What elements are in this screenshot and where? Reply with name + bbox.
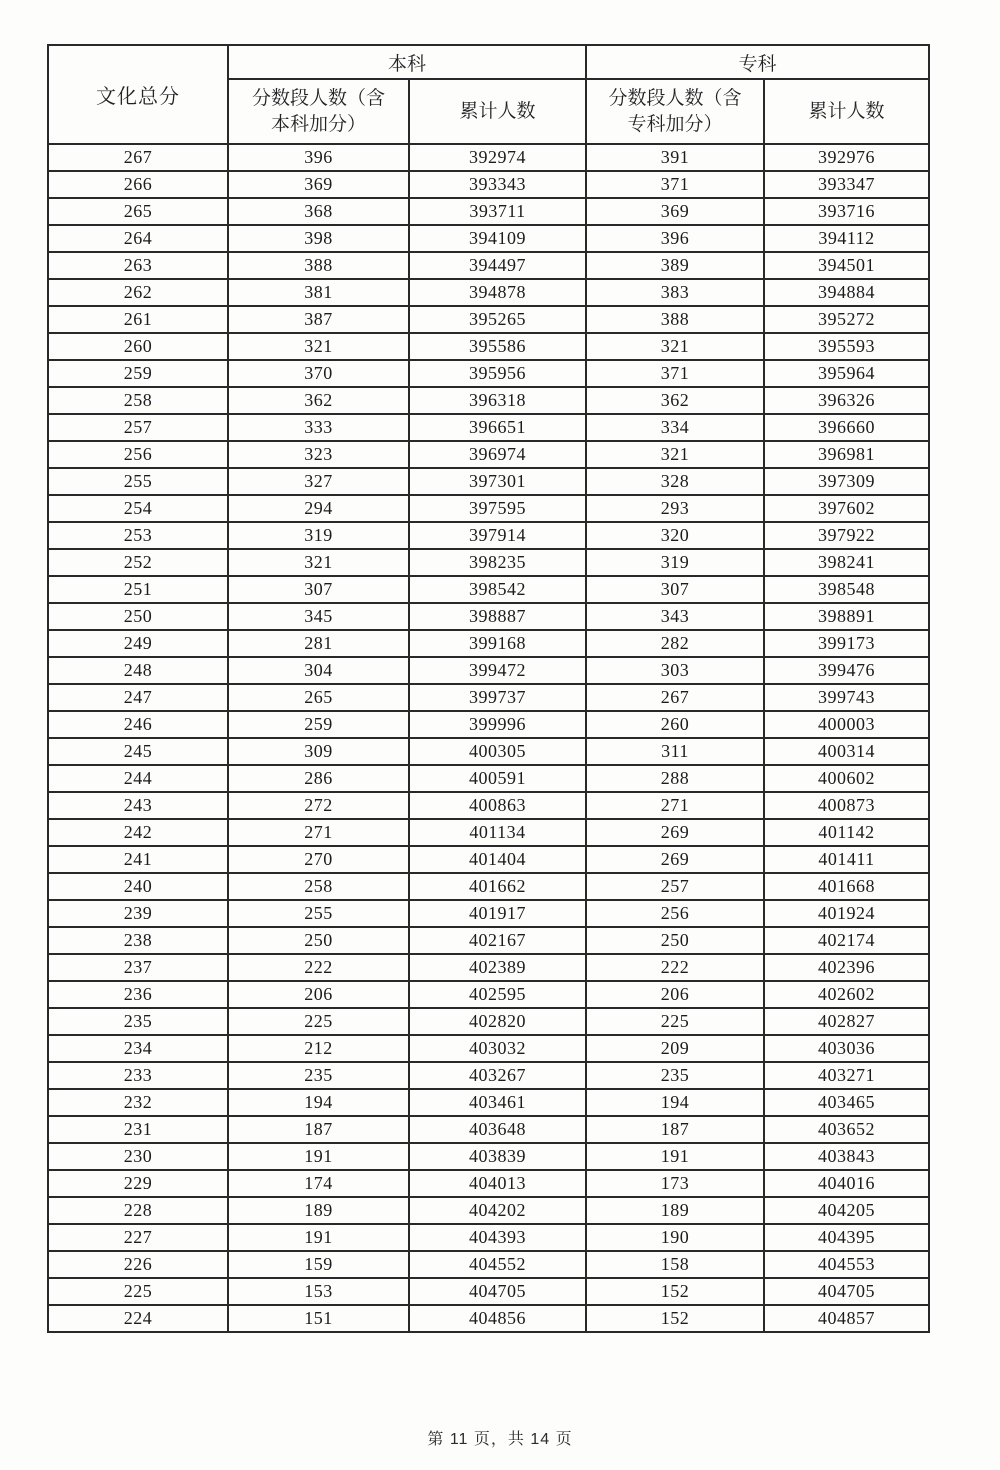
zhuanke-cumulative-cell: 400873 [764, 792, 929, 819]
zhuanke-segment-cell: 152 [586, 1305, 764, 1332]
zhuanke-segment-cell: 311 [586, 738, 764, 765]
total-score-cell: 263 [48, 252, 228, 279]
total-score-cell: 224 [48, 1305, 228, 1332]
zhuanke-cumulative-cell: 399743 [764, 684, 929, 711]
benke-cumulative-cell: 401134 [409, 819, 586, 846]
zhuanke-segment-cell: 194 [586, 1089, 764, 1116]
benke-segment-cell: 194 [228, 1089, 409, 1116]
total-score-cell: 230 [48, 1143, 228, 1170]
total-score-cell: 229 [48, 1170, 228, 1197]
zhuanke-cumulative-cell: 401142 [764, 819, 929, 846]
benke-cumulative-cell: 395586 [409, 333, 586, 360]
benke-segment-cell: 307 [228, 576, 409, 603]
zhuanke-cumulative-cell: 397922 [764, 522, 929, 549]
table-row [48, 657, 929, 684]
table-row [48, 1278, 929, 1305]
benke-cumulative-cell: 404705 [409, 1278, 586, 1305]
benke-cumulative-cell: 403839 [409, 1143, 586, 1170]
total-score-cell: 266 [48, 171, 228, 198]
column-header-benke-cumulative: 累计人数 [409, 79, 586, 144]
table-row [48, 846, 929, 873]
zhuanke-cumulative-cell: 404553 [764, 1251, 929, 1278]
zhuanke-segment-cell: 371 [586, 171, 764, 198]
zhuanke-segment-cell: 371 [586, 360, 764, 387]
score-table-body [48, 144, 929, 1332]
column-header-total-score: 文化总分 [48, 45, 228, 144]
benke-cumulative-cell: 396318 [409, 387, 586, 414]
benke-segment-cell: 191 [228, 1143, 409, 1170]
benke-cumulative-cell: 404552 [409, 1251, 586, 1278]
group-header-zhuanke: 专科 [586, 45, 929, 79]
zhuanke-cumulative-cell: 402602 [764, 981, 929, 1008]
table-row [48, 468, 929, 495]
total-score-cell: 249 [48, 630, 228, 657]
zhuanke-cumulative-cell: 398548 [764, 576, 929, 603]
zhuanke-segment-cell: 321 [586, 333, 764, 360]
total-score-cell: 251 [48, 576, 228, 603]
total-score-cell: 241 [48, 846, 228, 873]
total-score-cell: 233 [48, 1062, 228, 1089]
zhuanke-cumulative-cell: 404395 [764, 1224, 929, 1251]
total-score-cell: 261 [48, 306, 228, 333]
benke-segment-cell: 369 [228, 171, 409, 198]
table-row [48, 927, 929, 954]
benke-segment-header-line1: 分数段人数（含 [251, 87, 385, 109]
benke-cumulative-cell: 404202 [409, 1197, 586, 1224]
benke-cumulative-cell: 403267 [409, 1062, 586, 1089]
zhuanke-segment-cell: 187 [586, 1116, 764, 1143]
table-row [48, 252, 929, 279]
zhuanke-segment-cell: 260 [586, 711, 764, 738]
total-score-cell: 245 [48, 738, 228, 765]
benke-segment-cell: 265 [228, 684, 409, 711]
zhuanke-segment-cell: 391 [586, 144, 764, 171]
zhuanke-cumulative-cell: 401411 [764, 846, 929, 873]
total-score-cell: 264 [48, 225, 228, 252]
benke-segment-cell: 319 [228, 522, 409, 549]
zhuanke-segment-cell: 343 [586, 603, 764, 630]
zhuanke-cumulative-cell: 396660 [764, 414, 929, 441]
zhuanke-cumulative-cell: 399173 [764, 630, 929, 657]
zhuanke-cumulative-cell: 402396 [764, 954, 929, 981]
zhuanke-cumulative-cell: 396326 [764, 387, 929, 414]
benke-cumulative-cell: 400863 [409, 792, 586, 819]
table-row [48, 1062, 929, 1089]
total-score-cell: 265 [48, 198, 228, 225]
total-score-cell: 239 [48, 900, 228, 927]
table-row [48, 495, 929, 522]
benke-cumulative-cell: 397595 [409, 495, 586, 522]
benke-cumulative-cell: 399737 [409, 684, 586, 711]
benke-segment-cell: 294 [228, 495, 409, 522]
benke-segment-cell: 187 [228, 1116, 409, 1143]
total-score-cell: 262 [48, 279, 228, 306]
total-score-cell: 250 [48, 603, 228, 630]
table-row [48, 792, 929, 819]
zhuanke-segment-cell: 173 [586, 1170, 764, 1197]
table-row [48, 1251, 929, 1278]
total-score-cell: 237 [48, 954, 228, 981]
benke-cumulative-cell: 401662 [409, 873, 586, 900]
table-row [48, 387, 929, 414]
benke-cumulative-cell: 403461 [409, 1089, 586, 1116]
zhuanke-cumulative-cell: 397602 [764, 495, 929, 522]
zhuanke-cumulative-cell: 396981 [764, 441, 929, 468]
zhuanke-segment-cell: 389 [586, 252, 764, 279]
zhuanke-cumulative-cell: 403036 [764, 1035, 929, 1062]
table-row [48, 603, 929, 630]
total-score-cell: 243 [48, 792, 228, 819]
benke-cumulative-cell: 402389 [409, 954, 586, 981]
benke-cumulative-cell: 399168 [409, 630, 586, 657]
group-header-benke: 本科 [228, 45, 586, 79]
benke-cumulative-cell: 394109 [409, 225, 586, 252]
benke-cumulative-cell: 392974 [409, 144, 586, 171]
benke-segment-cell: 345 [228, 603, 409, 630]
zhuanke-segment-cell: 206 [586, 981, 764, 1008]
benke-segment-cell: 362 [228, 387, 409, 414]
zhuanke-cumulative-cell: 403271 [764, 1062, 929, 1089]
benke-cumulative-cell: 396651 [409, 414, 586, 441]
zhuanke-segment-cell: 271 [586, 792, 764, 819]
zhuanke-segment-cell: 225 [586, 1008, 764, 1035]
total-score-cell: 226 [48, 1251, 228, 1278]
zhuanke-cumulative-cell: 402174 [764, 927, 929, 954]
zhuanke-segment-cell: 369 [586, 198, 764, 225]
zhuanke-cumulative-cell: 397309 [764, 468, 929, 495]
benke-cumulative-cell: 404856 [409, 1305, 586, 1332]
benke-segment-cell: 387 [228, 306, 409, 333]
total-score-cell: 234 [48, 1035, 228, 1062]
benke-segment-cell: 327 [228, 468, 409, 495]
benke-segment-cell: 212 [228, 1035, 409, 1062]
benke-segment-cell: 281 [228, 630, 409, 657]
total-score-cell: 256 [48, 441, 228, 468]
zhuanke-segment-cell: 383 [586, 279, 764, 306]
benke-segment-cell: 323 [228, 441, 409, 468]
zhuanke-segment-cell: 269 [586, 846, 764, 873]
zhuanke-segment-cell: 190 [586, 1224, 764, 1251]
benke-cumulative-cell: 393343 [409, 171, 586, 198]
zhuanke-segment-cell: 334 [586, 414, 764, 441]
zhuanke-cumulative-cell: 403465 [764, 1089, 929, 1116]
benke-segment-cell: 272 [228, 792, 409, 819]
benke-cumulative-cell: 399472 [409, 657, 586, 684]
zhuanke-segment-cell: 256 [586, 900, 764, 927]
page-number-footer: 第 11 页，共 14 页 [427, 1431, 573, 1448]
total-score-cell: 228 [48, 1197, 228, 1224]
benke-cumulative-cell: 404393 [409, 1224, 586, 1251]
total-score-cell: 236 [48, 981, 228, 1008]
benke-cumulative-cell: 398887 [409, 603, 586, 630]
zhuanke-cumulative-cell: 404205 [764, 1197, 929, 1224]
zhuanke-segment-cell: 152 [586, 1278, 764, 1305]
table-row [48, 522, 929, 549]
zhuanke-segment-cell: 235 [586, 1062, 764, 1089]
zhuanke-segment-cell: 321 [586, 441, 764, 468]
benke-cumulative-cell: 403648 [409, 1116, 586, 1143]
benke-segment-cell: 396 [228, 144, 409, 171]
zhuanke-cumulative-cell: 394501 [764, 252, 929, 279]
benke-segment-cell: 398 [228, 225, 409, 252]
table-row [48, 981, 929, 1008]
benke-segment-cell: 225 [228, 1008, 409, 1035]
benke-segment-cell: 235 [228, 1062, 409, 1089]
benke-cumulative-cell: 395956 [409, 360, 586, 387]
zhuanke-cumulative-cell: 400003 [764, 711, 929, 738]
benke-cumulative-cell: 394497 [409, 252, 586, 279]
total-score-cell: 258 [48, 387, 228, 414]
column-header-zhuanke-segment [586, 79, 764, 144]
benke-cumulative-cell: 401917 [409, 900, 586, 927]
benke-segment-cell: 191 [228, 1224, 409, 1251]
table-row [48, 360, 929, 387]
total-score-cell: 242 [48, 819, 228, 846]
table-row [48, 306, 929, 333]
zhuanke-segment-cell: 396 [586, 225, 764, 252]
total-score-cell: 259 [48, 360, 228, 387]
benke-segment-cell: 370 [228, 360, 409, 387]
total-score-cell: 247 [48, 684, 228, 711]
benke-segment-cell: 368 [228, 198, 409, 225]
zhuanke-cumulative-cell: 404016 [764, 1170, 929, 1197]
benke-segment-cell: 222 [228, 954, 409, 981]
table-row [48, 765, 929, 792]
total-score-cell: 227 [48, 1224, 228, 1251]
benke-segment-cell: 153 [228, 1278, 409, 1305]
benke-segment-cell: 259 [228, 711, 409, 738]
benke-segment-cell: 255 [228, 900, 409, 927]
zhuanke-cumulative-cell: 395272 [764, 306, 929, 333]
table-row [48, 225, 929, 252]
benke-cumulative-cell: 403032 [409, 1035, 586, 1062]
table-row [48, 279, 929, 306]
table-row [48, 1008, 929, 1035]
zhuanke-cumulative-cell: 400602 [764, 765, 929, 792]
benke-segment-cell: 189 [228, 1197, 409, 1224]
benke-cumulative-cell: 397301 [409, 468, 586, 495]
zhuanke-segment-cell: 222 [586, 954, 764, 981]
zhuanke-cumulative-cell: 394884 [764, 279, 929, 306]
benke-segment-cell: 206 [228, 981, 409, 1008]
benke-segment-cell: 309 [228, 738, 409, 765]
benke-cumulative-cell: 400305 [409, 738, 586, 765]
zhuanke-cumulative-cell: 398891 [764, 603, 929, 630]
total-score-cell: 248 [48, 657, 228, 684]
zhuanke-segment-header-line2: 专科加分） [627, 113, 723, 135]
zhuanke-segment-cell: 303 [586, 657, 764, 684]
total-score-cell: 260 [48, 333, 228, 360]
zhuanke-cumulative-cell: 404857 [764, 1305, 929, 1332]
zhuanke-segment-cell: 250 [586, 927, 764, 954]
table-row [48, 1089, 929, 1116]
table-row [48, 1170, 929, 1197]
zhuanke-segment-cell: 293 [586, 495, 764, 522]
benke-cumulative-cell: 401404 [409, 846, 586, 873]
benke-segment-cell: 381 [228, 279, 409, 306]
benke-segment-cell: 304 [228, 657, 409, 684]
zhuanke-segment-cell: 189 [586, 1197, 764, 1224]
benke-segment-cell: 270 [228, 846, 409, 873]
total-score-cell: 244 [48, 765, 228, 792]
benke-segment-cell: 333 [228, 414, 409, 441]
zhuanke-segment-header-line1: 分数段人数（含 [608, 87, 742, 109]
zhuanke-segment-cell: 362 [586, 387, 764, 414]
table-row [48, 171, 929, 198]
zhuanke-cumulative-cell: 402827 [764, 1008, 929, 1035]
zhuanke-cumulative-cell: 398241 [764, 549, 929, 576]
zhuanke-segment-cell: 282 [586, 630, 764, 657]
zhuanke-cumulative-cell: 400314 [764, 738, 929, 765]
table-header [48, 45, 929, 144]
table-row [48, 873, 929, 900]
benke-cumulative-cell: 402167 [409, 927, 586, 954]
table-row [48, 198, 929, 225]
zhuanke-segment-cell: 158 [586, 1251, 764, 1278]
table-row [48, 684, 929, 711]
zhuanke-cumulative-cell: 393716 [764, 198, 929, 225]
table-row [48, 1116, 929, 1143]
table-row [48, 1197, 929, 1224]
table-row [48, 1305, 929, 1332]
zhuanke-segment-cell: 191 [586, 1143, 764, 1170]
benke-cumulative-cell: 400591 [409, 765, 586, 792]
total-score-cell: 246 [48, 711, 228, 738]
table-row [48, 144, 929, 171]
table-row [48, 1224, 929, 1251]
zhuanke-cumulative-cell: 404705 [764, 1278, 929, 1305]
total-score-cell: 267 [48, 144, 228, 171]
benke-segment-cell: 271 [228, 819, 409, 846]
benke-segment-cell: 286 [228, 765, 409, 792]
table-row [48, 738, 929, 765]
benke-segment-cell: 151 [228, 1305, 409, 1332]
total-score-cell: 232 [48, 1089, 228, 1116]
table-row [48, 1143, 929, 1170]
zhuanke-segment-cell: 319 [586, 549, 764, 576]
column-header-benke-segment [228, 79, 409, 144]
zhuanke-cumulative-cell: 393347 [764, 171, 929, 198]
table-row [48, 954, 929, 981]
table-row [48, 576, 929, 603]
total-score-cell: 225 [48, 1278, 228, 1305]
benke-cumulative-cell: 397914 [409, 522, 586, 549]
zhuanke-cumulative-cell: 403843 [764, 1143, 929, 1170]
group-header-row [48, 45, 929, 79]
table-row [48, 549, 929, 576]
zhuanke-cumulative-cell: 401924 [764, 900, 929, 927]
benke-segment-cell: 258 [228, 873, 409, 900]
table-row [48, 441, 929, 468]
total-score-cell: 253 [48, 522, 228, 549]
benke-cumulative-cell: 402820 [409, 1008, 586, 1035]
total-score-cell: 240 [48, 873, 228, 900]
zhuanke-cumulative-cell: 403652 [764, 1116, 929, 1143]
benke-segment-cell: 321 [228, 333, 409, 360]
table-row [48, 819, 929, 846]
zhuanke-segment-cell: 328 [586, 468, 764, 495]
zhuanke-segment-cell: 269 [586, 819, 764, 846]
benke-cumulative-cell: 394878 [409, 279, 586, 306]
benke-segment-header-line2: 本科加分） [270, 113, 366, 135]
zhuanke-cumulative-cell: 392976 [764, 144, 929, 171]
table-row [48, 333, 929, 360]
table-row [48, 900, 929, 927]
benke-segment-cell: 321 [228, 549, 409, 576]
table-row [48, 414, 929, 441]
benke-cumulative-cell: 399996 [409, 711, 586, 738]
zhuanke-segment-cell: 288 [586, 765, 764, 792]
benke-cumulative-cell: 393711 [409, 198, 586, 225]
total-score-cell: 235 [48, 1008, 228, 1035]
total-score-cell: 257 [48, 414, 228, 441]
table-row [48, 1035, 929, 1062]
benke-cumulative-cell: 396974 [409, 441, 586, 468]
table-row [48, 711, 929, 738]
benke-segment-cell: 159 [228, 1251, 409, 1278]
zhuanke-segment-cell: 209 [586, 1035, 764, 1062]
zhuanke-segment-cell: 320 [586, 522, 764, 549]
zhuanke-cumulative-cell: 401668 [764, 873, 929, 900]
total-score-cell: 231 [48, 1116, 228, 1143]
zhuanke-cumulative-cell: 395593 [764, 333, 929, 360]
benke-segment-cell: 388 [228, 252, 409, 279]
table-row [48, 630, 929, 657]
total-score-cell: 255 [48, 468, 228, 495]
benke-cumulative-cell: 395265 [409, 306, 586, 333]
benke-segment-cell: 174 [228, 1170, 409, 1197]
benke-cumulative-cell: 404013 [409, 1170, 586, 1197]
zhuanke-cumulative-cell: 394112 [764, 225, 929, 252]
total-score-cell: 254 [48, 495, 228, 522]
zhuanke-cumulative-cell: 395964 [764, 360, 929, 387]
benke-segment-cell: 250 [228, 927, 409, 954]
zhuanke-segment-cell: 307 [586, 576, 764, 603]
zhuanke-segment-cell: 267 [586, 684, 764, 711]
score-distribution-table [47, 44, 930, 1333]
zhuanke-cumulative-cell: 399476 [764, 657, 929, 684]
total-score-cell: 252 [48, 549, 228, 576]
benke-cumulative-cell: 398235 [409, 549, 586, 576]
zhuanke-segment-cell: 257 [586, 873, 764, 900]
benke-cumulative-cell: 402595 [409, 981, 586, 1008]
total-score-cell: 238 [48, 927, 228, 954]
column-header-zhuanke-cumulative: 累计人数 [764, 79, 929, 144]
benke-cumulative-cell: 398542 [409, 576, 586, 603]
zhuanke-segment-cell: 388 [586, 306, 764, 333]
